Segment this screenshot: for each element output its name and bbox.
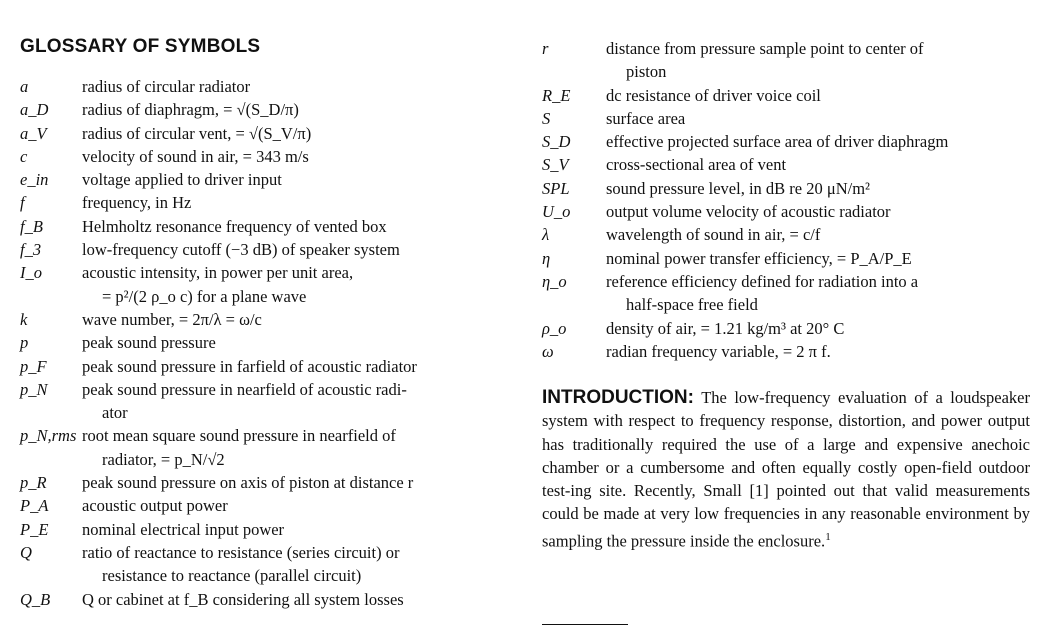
- glossary-definition: [82, 518, 417, 541]
- glossary-symbol: P_E: [20, 519, 49, 539]
- glossary-symbol: f: [20, 193, 25, 213]
- glossary-symbol: I_o: [20, 263, 42, 283]
- glossary-symbol: U_o: [542, 202, 571, 222]
- glossary-entry: [542, 270, 948, 317]
- glossary-definition: [82, 331, 417, 354]
- glossary-definition-line: nominal power transfer efficiency, = P_A/P_E: [606, 248, 912, 268]
- glossary-entry: [20, 215, 417, 238]
- glossary-symbol: p_F: [20, 356, 47, 376]
- glossary-definition-line: sound pressure level, in dB re 20 μN/m²: [606, 178, 870, 198]
- glossary-definition: [82, 541, 417, 588]
- glossary-entry: [20, 518, 417, 541]
- glossary-definition-line: radian frequency variable, = 2 π f.: [606, 341, 831, 361]
- glossary-definition-line: Helmholtz resonance frequency of vented box: [82, 216, 387, 236]
- glossary-definition: [82, 471, 417, 494]
- glossary-symbol: ω: [542, 341, 554, 361]
- glossary-definition-line: velocity of sound in air, = 343 m/s: [82, 146, 309, 166]
- glossary-definition: [606, 200, 948, 223]
- glossary-symbol: Q: [20, 542, 32, 562]
- glossary-entry: [20, 191, 417, 214]
- glossary-definition-line: radius of circular vent, = √(S_V/π): [82, 123, 312, 143]
- glossary-symbol: η_o: [542, 271, 567, 291]
- glossary-definition: [82, 145, 417, 168]
- footnote-rule: [542, 624, 628, 625]
- glossary-entry: [542, 223, 948, 246]
- glossary-definition: [82, 494, 417, 517]
- glossary-entry: [542, 317, 948, 340]
- glossary-entry: [20, 145, 417, 168]
- glossary-symbol: Q_B: [20, 589, 51, 609]
- glossary-entry: [20, 471, 417, 494]
- glossary-definition: [82, 191, 417, 214]
- glossary-definition: [606, 37, 948, 84]
- glossary-symbol: e_in: [20, 170, 49, 190]
- glossary-definition: [606, 270, 948, 317]
- glossary-definition: [82, 168, 417, 191]
- introduction-text: The low-frequency evaluation of a loudspeaker system with respect to frequency response, distortion, and power output has traditionally required the use of a large and expensive anechoic chamber or a cumbersome and often equally costly open-field outdoor test-ing site. Recently, Small [1] pointed out that valid measurements could be made at very low frequencies in any reasonable environment by sampling the pressure inside the enclosure.: [542, 388, 1031, 551]
- glossary-definition-line: dc resistance of driver voice coil: [606, 85, 821, 105]
- glossary-entry: [542, 37, 948, 84]
- glossary-definition-line: wave number, = 2π/λ = ω/c: [82, 309, 262, 329]
- glossary-definition-line: peak sound pressure on axis of piston at distance r: [82, 473, 414, 493]
- glossary-definition-line: peak sound pressure in farfield of acoustic radiator: [82, 356, 417, 376]
- glossary-definition: [82, 98, 417, 121]
- footnote-mark: 1: [825, 530, 831, 543]
- glossary-entry: [20, 494, 417, 517]
- glossary-symbol: a: [20, 77, 29, 96]
- glossary-symbol: S_V: [542, 155, 569, 175]
- glossary-definition-line: ratio of reactance to resistance (series circuit) or: [82, 542, 400, 562]
- glossary-entry: [542, 340, 948, 363]
- glossary-definition: [606, 247, 948, 270]
- glossary-definition-line: acoustic output power: [82, 496, 228, 516]
- glossary-definition: [606, 84, 948, 107]
- glossary-symbol: p_N,rms: [20, 426, 77, 446]
- glossary-symbol: ρ_o: [542, 318, 567, 338]
- glossary-definition-line: cross-sectional area of vent: [606, 155, 787, 175]
- glossary-definition-line: low-frequency cutoff (−3 dB) of speaker system: [82, 240, 400, 260]
- glossary-entry: [542, 84, 948, 107]
- glossary-definition-line: reference efficiency defined for radiation into a: [606, 271, 919, 291]
- glossary-definition: [606, 317, 948, 340]
- glossary-symbol: p: [20, 333, 29, 353]
- glossary-entry: [20, 238, 417, 261]
- glossary-entry: [542, 177, 948, 200]
- glossary-definition-line: density of air, = 1.21 kg/m³ at 20° C: [606, 318, 845, 338]
- glossary-symbol: R_E: [542, 85, 571, 105]
- glossary-definition-line: surface area: [606, 108, 686, 128]
- glossary-definition: [82, 261, 417, 308]
- glossary-symbol: a_V: [20, 123, 47, 143]
- glossary-definition-continuation: resistance to reactance (parallel circuit): [102, 566, 362, 586]
- glossary-definition-continuation: piston: [626, 62, 667, 82]
- glossary-entry: [542, 200, 948, 223]
- glossary-entry: [20, 122, 417, 145]
- glossary-definition: [82, 308, 417, 331]
- glossary-symbol: r: [542, 39, 549, 58]
- glossary-definition: [82, 215, 417, 238]
- glossary-entry: [20, 424, 417, 471]
- glossary-entry: [20, 541, 417, 588]
- glossary-definition-line: distance from pressure sample point to center of: [606, 39, 924, 58]
- glossary-title: GLOSSARY OF SYMBOLS: [20, 36, 261, 57]
- glossary-definition: [82, 378, 417, 425]
- glossary-left-list: [20, 75, 417, 611]
- glossary-definition-line: voltage applied to driver input: [82, 170, 282, 190]
- glossary-definition-line: Q or cabinet at f_B considering all system losses: [82, 589, 404, 609]
- glossary-symbol: k: [20, 309, 28, 329]
- glossary-symbol: a_D: [20, 100, 49, 120]
- glossary-definition: [606, 153, 948, 176]
- glossary-definition-line: output volume velocity of acoustic radiator: [606, 202, 891, 222]
- glossary-symbol: p_R: [20, 473, 47, 493]
- glossary-symbol: f_3: [20, 240, 42, 260]
- glossary-definition-line: frequency, in Hz: [82, 193, 192, 213]
- glossary-symbol: f_B: [20, 216, 43, 236]
- glossary-definition-line: root mean square sound pressure in nearfield of: [82, 426, 396, 446]
- glossary-definition-line: peak sound pressure: [82, 333, 216, 353]
- glossary-entry: [20, 168, 417, 191]
- glossary-entry: [20, 378, 417, 425]
- glossary-symbol: S_D: [542, 132, 571, 152]
- glossary-entry: [20, 98, 417, 121]
- glossary-entry: [542, 153, 948, 176]
- glossary-entry: [20, 308, 417, 331]
- glossary-definition: [606, 107, 948, 130]
- glossary-definition-line: peak sound pressure in nearfield of acoustic radi-: [82, 379, 407, 399]
- glossary-definition: [82, 355, 417, 378]
- glossary-entry: [542, 247, 948, 270]
- glossary-entry: [20, 588, 417, 611]
- glossary-definition-continuation: ator: [102, 403, 128, 423]
- glossary-definition: [82, 588, 417, 611]
- glossary-symbol: c: [20, 146, 28, 166]
- glossary-definition-line: radius of circular radiator: [82, 77, 251, 96]
- glossary-entry: [542, 130, 948, 153]
- glossary-definition-line: wavelength of sound in air, = c/f: [606, 225, 821, 245]
- introduction-heading: INTRODUCTION:: [542, 387, 694, 408]
- glossary-symbol: S: [542, 108, 551, 128]
- glossary-right-list: [542, 37, 948, 363]
- glossary-symbol: p_N: [20, 379, 48, 399]
- glossary-definition-line: radius of diaphragm, = √(S_D/π): [82, 100, 299, 120]
- glossary-definition: [606, 223, 948, 246]
- glossary-entry: [20, 261, 417, 308]
- glossary-definition-continuation: = p²/(2 ρ_o c) for a plane wave: [102, 286, 307, 306]
- glossary-symbol: SPL: [542, 178, 570, 198]
- glossary-definition: [82, 75, 417, 98]
- glossary-definition-continuation: half-space free field: [626, 295, 758, 315]
- glossary-symbol: P_A: [20, 496, 49, 516]
- glossary-symbol: η: [542, 248, 551, 268]
- glossary-definition: [606, 130, 948, 153]
- glossary-definition-line: nominal electrical input power: [82, 519, 285, 539]
- glossary-definition: [82, 122, 417, 145]
- glossary-definition-continuation: radiator, = p_N/√2: [102, 449, 225, 469]
- glossary-definition: [82, 424, 417, 471]
- glossary-entry: [20, 355, 417, 378]
- glossary-definition: [606, 340, 948, 363]
- glossary-definition-line: effective projected surface area of driver diaphragm: [606, 132, 949, 152]
- glossary-entry: [20, 75, 417, 98]
- glossary-entry: [20, 331, 417, 354]
- glossary-entry: [542, 107, 948, 130]
- glossary-definition-line: acoustic intensity, in power per unit area,: [82, 263, 354, 283]
- glossary-definition: [82, 238, 417, 261]
- introduction-paragraph: [542, 386, 1030, 553]
- glossary-symbol: λ: [542, 225, 550, 245]
- glossary-definition: [606, 177, 948, 200]
